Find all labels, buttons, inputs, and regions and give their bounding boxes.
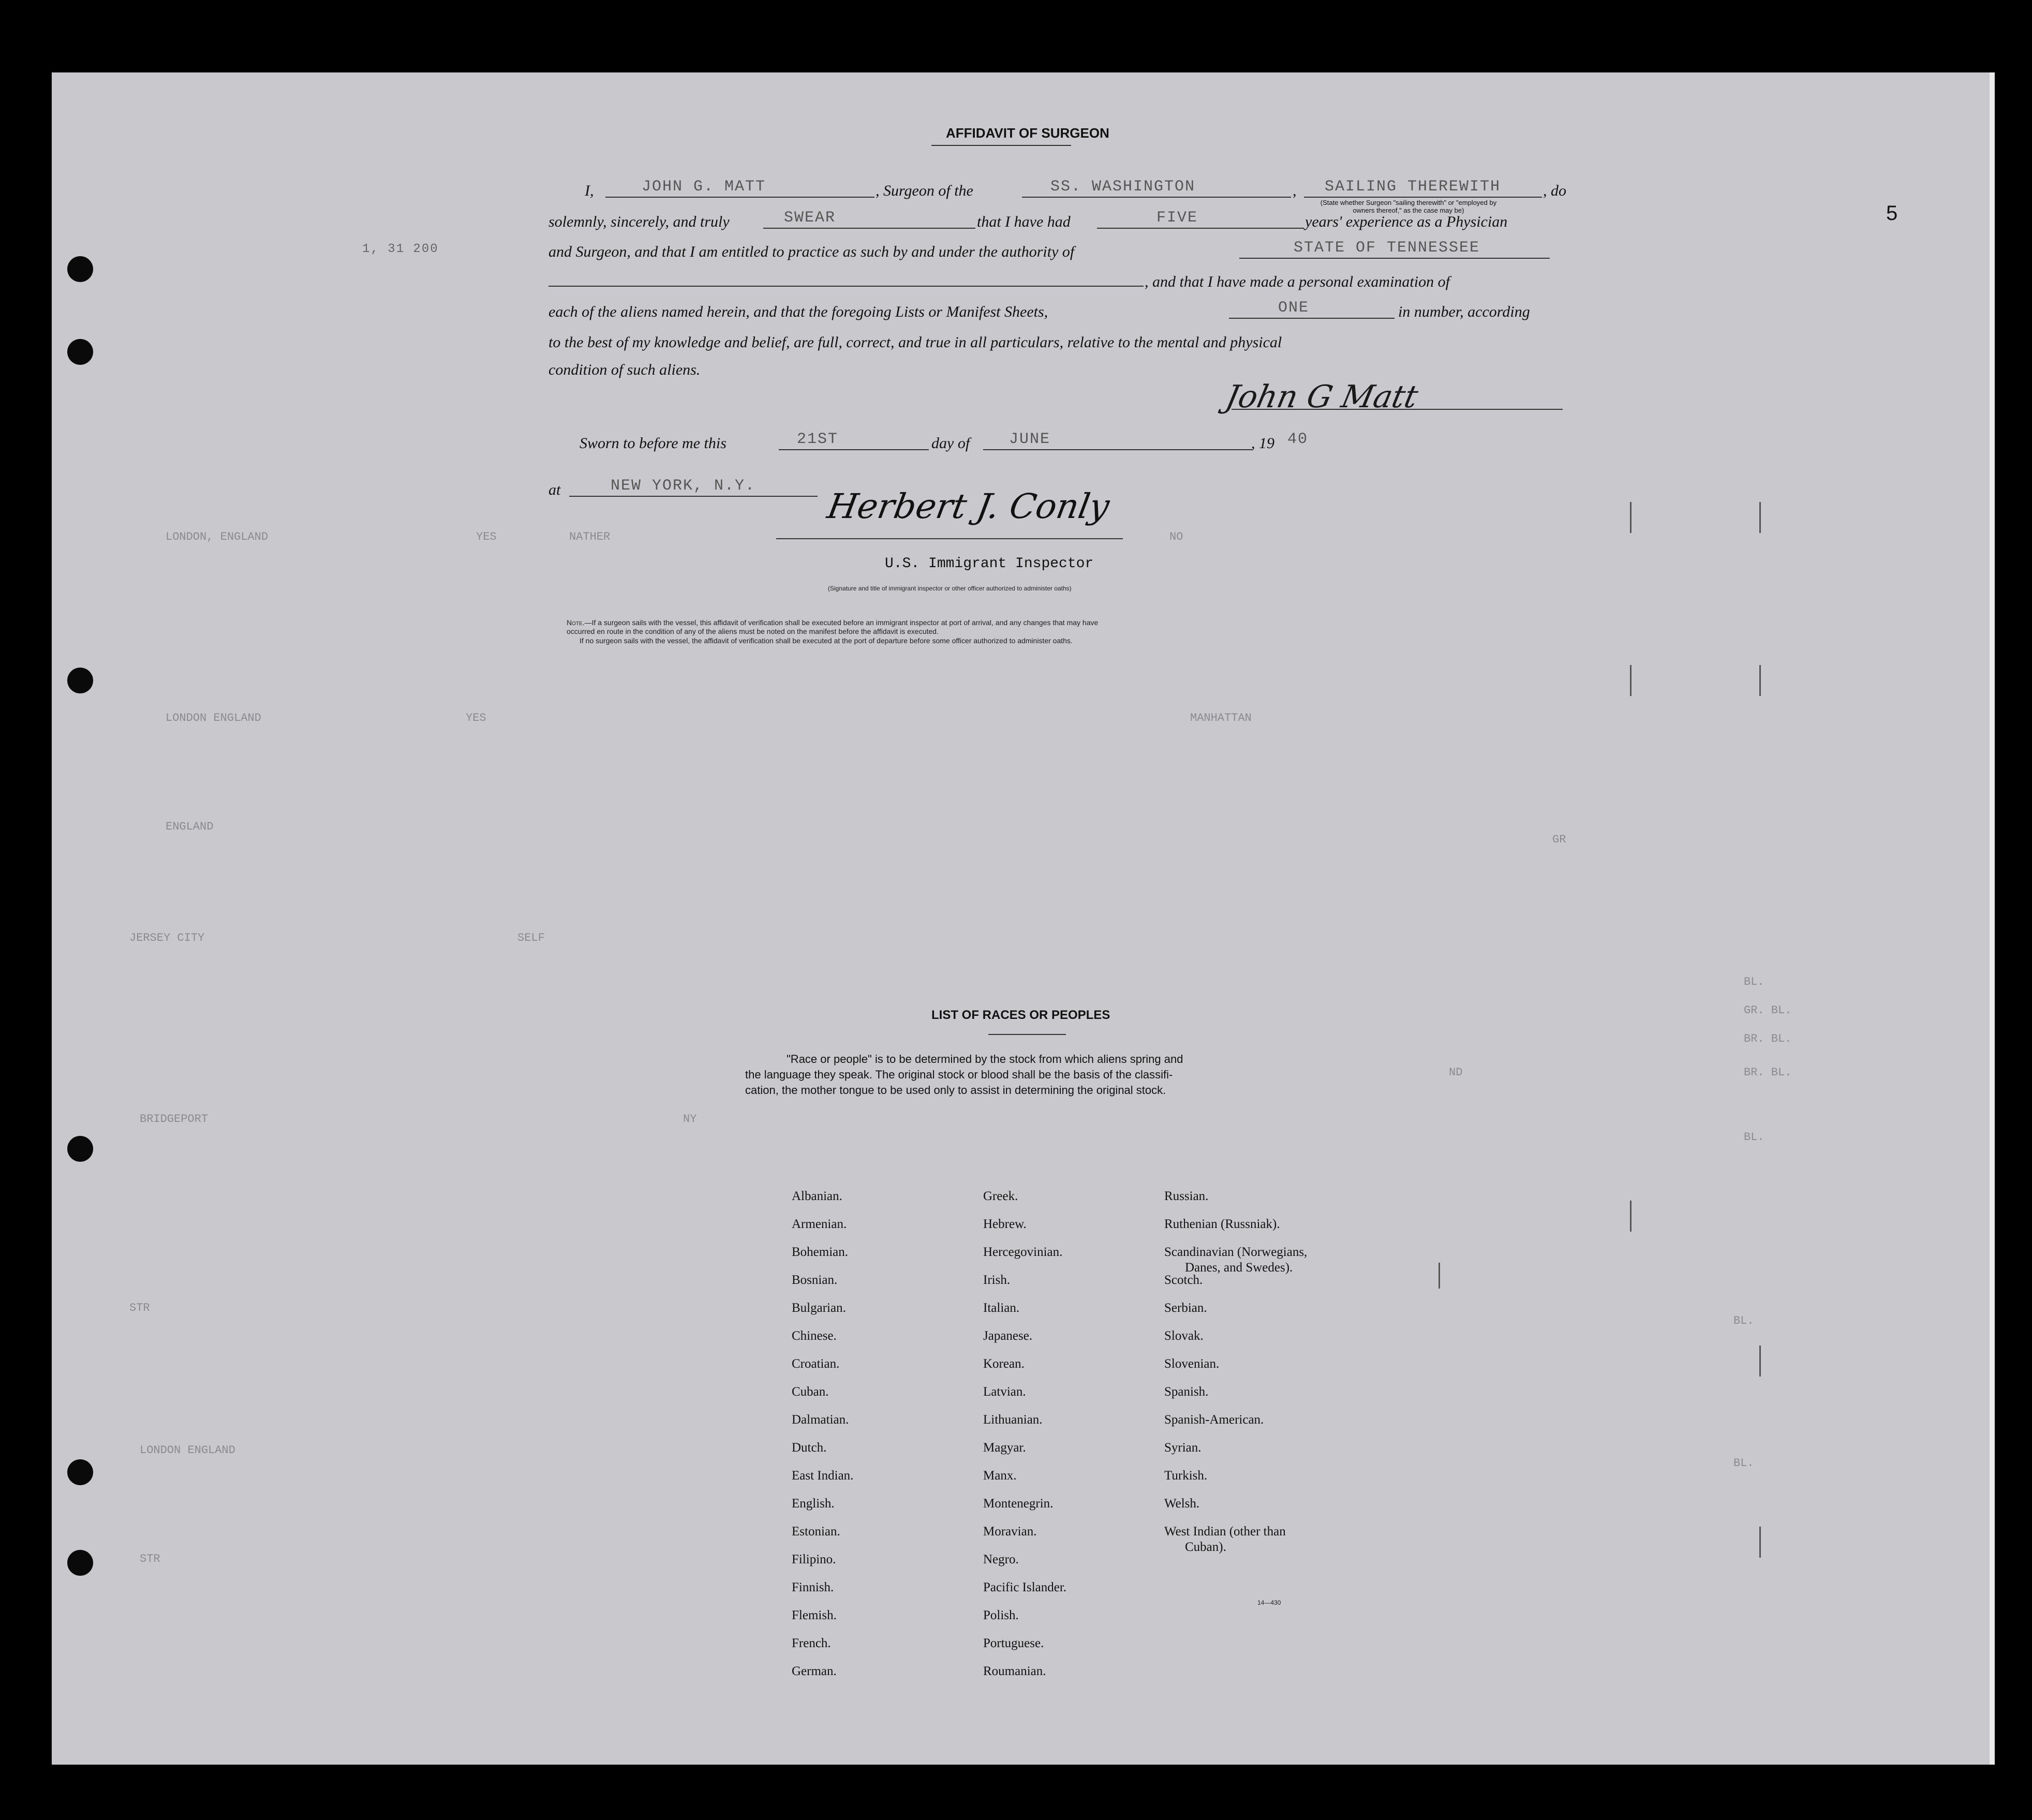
bleed-text: GR. BL.: [1744, 1004, 1792, 1017]
years-line: [1097, 228, 1304, 229]
manifest-sheet: [52, 72, 1995, 1765]
intro-line-2: the language they speak. The original stock or blood shall be the basis of the classifi-: [745, 1068, 1173, 1081]
race-item: German.: [792, 1664, 837, 1678]
race-item: Moravian.: [983, 1525, 1037, 1538]
race-item: Hebrew.: [983, 1217, 1027, 1231]
bleed-text: BL.: [1733, 1314, 1754, 1327]
race-item: Korean.: [983, 1357, 1025, 1371]
form-number: 14—430: [1257, 1599, 1281, 1606]
race-item: Portuguese.: [983, 1636, 1044, 1650]
race-item: Spanish.: [1164, 1385, 1209, 1399]
inspector-title: U.S. Immigrant Inspector: [885, 556, 1094, 572]
sworn-month: JUNE: [1009, 431, 1051, 448]
signature-line: [1232, 409, 1563, 410]
race-item: Russian.: [1164, 1189, 1209, 1203]
capacity: SAILING THEREWITH: [1325, 178, 1501, 196]
title-rule: [931, 145, 1071, 146]
bleed-text: YES: [476, 530, 497, 543]
bleed-text: STR: [129, 1301, 150, 1314]
race-item: West Indian (other than: [1164, 1525, 1286, 1538]
intro-line-1: "Race or people" is to be determined by the stock from which aliens spring and: [787, 1053, 1183, 1066]
race-item: Greek.: [983, 1189, 1018, 1203]
bleed-text: BL.: [1744, 1131, 1764, 1144]
text-knowledge: to the best of my knowledge and belief, are full, correct, and true in all particulars, relative to the mental and physical: [548, 334, 1282, 351]
race-item: English.: [792, 1497, 835, 1511]
bleed-mark: [1759, 1345, 1761, 1377]
note-label: Note.: [567, 618, 585, 627]
sworn-place: NEW YORK, N.Y.: [611, 477, 756, 495]
oath: SWEAR: [784, 209, 836, 227]
race-item: Manx.: [983, 1469, 1017, 1483]
place-line: [569, 496, 818, 497]
text-authority: and Surgeon, and that I am entitled to practice as such by and under the authority of: [548, 243, 1075, 260]
text-personal-exam: , and that I have made a personal examination of: [1145, 273, 1450, 290]
race-item: Hercegovinian.: [983, 1245, 1063, 1259]
race-item: Montenegrin.: [983, 1497, 1054, 1511]
blank-line: [548, 286, 1144, 287]
vessel-name: SS. WASHINGTON: [1050, 178, 1196, 196]
race-item: Bohemian.: [792, 1245, 849, 1259]
bleed-text: JERSEY CITY: [129, 931, 205, 944]
text-year-prefix: , 19: [1251, 435, 1274, 452]
bleed-mark: [1759, 1527, 1761, 1558]
bleed-text: SELF: [517, 931, 545, 944]
race-item: Scandinavian (Norwegians,: [1164, 1245, 1308, 1259]
race-item: Syrian.: [1164, 1441, 1202, 1455]
authority: STATE OF TENNESSEE: [1294, 239, 1480, 257]
race-item: Slovak.: [1164, 1329, 1204, 1343]
capacity-note: (State whether Surgeon "sailing therewith" or "employed by owners thereof," as the case may be): [1320, 199, 1497, 214]
race-item: Japanese.: [983, 1329, 1033, 1343]
race-item: Turkish.: [1164, 1469, 1208, 1483]
race-item: Italian.: [983, 1301, 1020, 1315]
race-item: Danes, and Swedes).: [1185, 1261, 1293, 1275]
race-item: Cuban).: [1185, 1540, 1226, 1554]
punch-hole: [67, 668, 93, 693]
years: FIVE: [1156, 209, 1198, 227]
text-sworn: Sworn to before me this: [580, 435, 726, 452]
race-item: Lithuanian.: [983, 1413, 1043, 1427]
bleed-mark: [1630, 665, 1631, 696]
race-item: Albanian.: [792, 1189, 842, 1203]
punch-hole: [67, 339, 93, 365]
bleed-text: STR: [140, 1552, 160, 1565]
intro-line-3: cation, the mother tongue to be used only to assist in determining the original stock.: [745, 1084, 1166, 1097]
bleed-text: ENGLAND: [166, 820, 214, 833]
bleed-text: LONDON ENGLAND: [140, 1444, 235, 1457]
bleed-text: BRIDGEPORT: [140, 1113, 209, 1126]
race-item: Magyar.: [983, 1441, 1026, 1455]
race-item: French.: [792, 1636, 831, 1650]
sworn-year: 40: [1287, 431, 1309, 448]
note-text-1: —If a surgeon sails with the vessel, this affidavit of verification shall be executed before an immigrant inspector at port of arrival, and any changes that may have: [584, 618, 1099, 627]
race-item: Polish.: [983, 1608, 1019, 1622]
bleed-mark: [1438, 1263, 1440, 1289]
bleed-text: NY: [683, 1113, 697, 1126]
text-lists: each of the aliens named herein, and that the foregoing Lists or Manifest Sheets,: [548, 303, 1048, 320]
bleed-text: YES: [466, 712, 486, 724]
race-item: Filipino.: [792, 1552, 836, 1566]
bleed-mark: [1630, 502, 1631, 533]
race-item: Bulgarian.: [792, 1301, 846, 1315]
race-item: Negro.: [983, 1552, 1019, 1566]
oath-line: [763, 228, 975, 229]
text-condition: condition of such aliens.: [548, 361, 701, 378]
punch-hole: [67, 1459, 93, 1485]
race-item: Roumanian.: [983, 1664, 1046, 1678]
bleed-text: BR. BL.: [1744, 1066, 1792, 1079]
race-item: Bosnian.: [792, 1273, 838, 1287]
race-item: Estonian.: [792, 1525, 840, 1538]
bleed-text: BL.: [1744, 975, 1764, 988]
surgeon-name-line: [605, 197, 874, 198]
race-item: Scotch.: [1164, 1273, 1203, 1287]
punch-hole: [67, 1550, 93, 1576]
race-item: Cuban.: [792, 1385, 829, 1399]
bleed-text: NO: [1169, 530, 1183, 543]
race-item: Dutch.: [792, 1441, 827, 1455]
surgeon-name: JOHN G. MATT: [642, 178, 766, 196]
sheets-line: [1229, 318, 1395, 319]
races-title: LIST OF RACES OR PEOPLES: [931, 1008, 1110, 1022]
month-line: [983, 449, 1252, 450]
race-item: Irish.: [983, 1273, 1011, 1287]
text-at: at: [548, 481, 561, 498]
bleed-text: ND: [1449, 1066, 1463, 1079]
bleed-mark: [1630, 1201, 1631, 1232]
text-in-number: in number, according: [1398, 303, 1530, 320]
text-comma: ,: [1293, 182, 1297, 199]
bleed-text: NATHER: [569, 530, 611, 543]
races-intro: [745, 1052, 1183, 1098]
bleed-text: MANHATTAN: [1190, 712, 1252, 724]
surgeon-signature: John G Matt: [1222, 379, 1421, 415]
inspector-signature: Herbert J. Conly: [824, 486, 1113, 526]
margin-note: 1, 31 200: [362, 242, 439, 256]
race-item: Dalmatian.: [792, 1413, 849, 1427]
race-item: Armenian.: [792, 1217, 847, 1231]
note-line-3: If no surgeon sails with the vessel, the affidavit of verification shall be executed at the port of departure before some officer authorized to administer oaths.: [580, 637, 1073, 645]
punch-hole: [67, 256, 93, 282]
bleed-text: GR: [1552, 833, 1566, 846]
sheets-count: ONE: [1278, 299, 1310, 317]
inspector-line: [776, 538, 1123, 539]
race-item: Pacific Islander.: [983, 1580, 1067, 1594]
inspector-note: (Signature and title of immigrant inspector or other officer authorized to administer oaths): [828, 585, 1072, 592]
text-surgeon-of: , Surgeon of the: [876, 182, 973, 199]
bleed-text: LONDON ENGLAND: [166, 712, 261, 724]
page-number: 5: [1886, 202, 1898, 225]
bleed-text: BR. BL.: [1744, 1032, 1792, 1045]
race-item: Serbian.: [1164, 1301, 1207, 1315]
text-had: that I have had: [977, 213, 1071, 230]
text-do: , do: [1543, 182, 1566, 199]
sworn-day: 21ST: [797, 431, 839, 448]
text-i: I,: [585, 182, 594, 199]
text-day-of: day of: [931, 435, 970, 452]
race-item: Spanish-American.: [1164, 1413, 1264, 1427]
vessel-line: [1022, 197, 1291, 198]
capacity-line: [1304, 197, 1542, 198]
race-item: East Indian.: [792, 1469, 854, 1483]
race-item: Welsh.: [1164, 1497, 1200, 1511]
race-item: Ruthenian (Russniak).: [1164, 1217, 1280, 1231]
race-item: Chinese.: [792, 1329, 837, 1343]
affidavit-title: AFFIDAVIT OF SURGEON: [946, 125, 1109, 141]
bleed-mark: [1759, 502, 1761, 533]
bleed-text: LONDON, ENGLAND: [166, 530, 269, 543]
bleed-mark: [1759, 665, 1761, 696]
note-line-2: occurred en route in the condition of any of the aliens must be noted on the manifest before the affidavit is executed.: [567, 627, 939, 635]
race-item: Croatian.: [792, 1357, 840, 1371]
race-item: Flemish.: [792, 1608, 837, 1622]
note-line-1: [567, 618, 1098, 627]
race-item: Latvian.: [983, 1385, 1026, 1399]
race-item: Slovenian.: [1164, 1357, 1220, 1371]
race-item: Finnish.: [792, 1580, 834, 1594]
punch-hole: [67, 1136, 93, 1162]
text-years-experience: years' experience as a Physician: [1305, 213, 1508, 230]
authority-line: [1239, 258, 1550, 259]
text-solemnly: solemnly, sincerely, and truly: [548, 213, 730, 230]
races-rule: [988, 1034, 1066, 1035]
bleed-text: BL.: [1733, 1457, 1754, 1470]
day-line: [779, 449, 929, 450]
